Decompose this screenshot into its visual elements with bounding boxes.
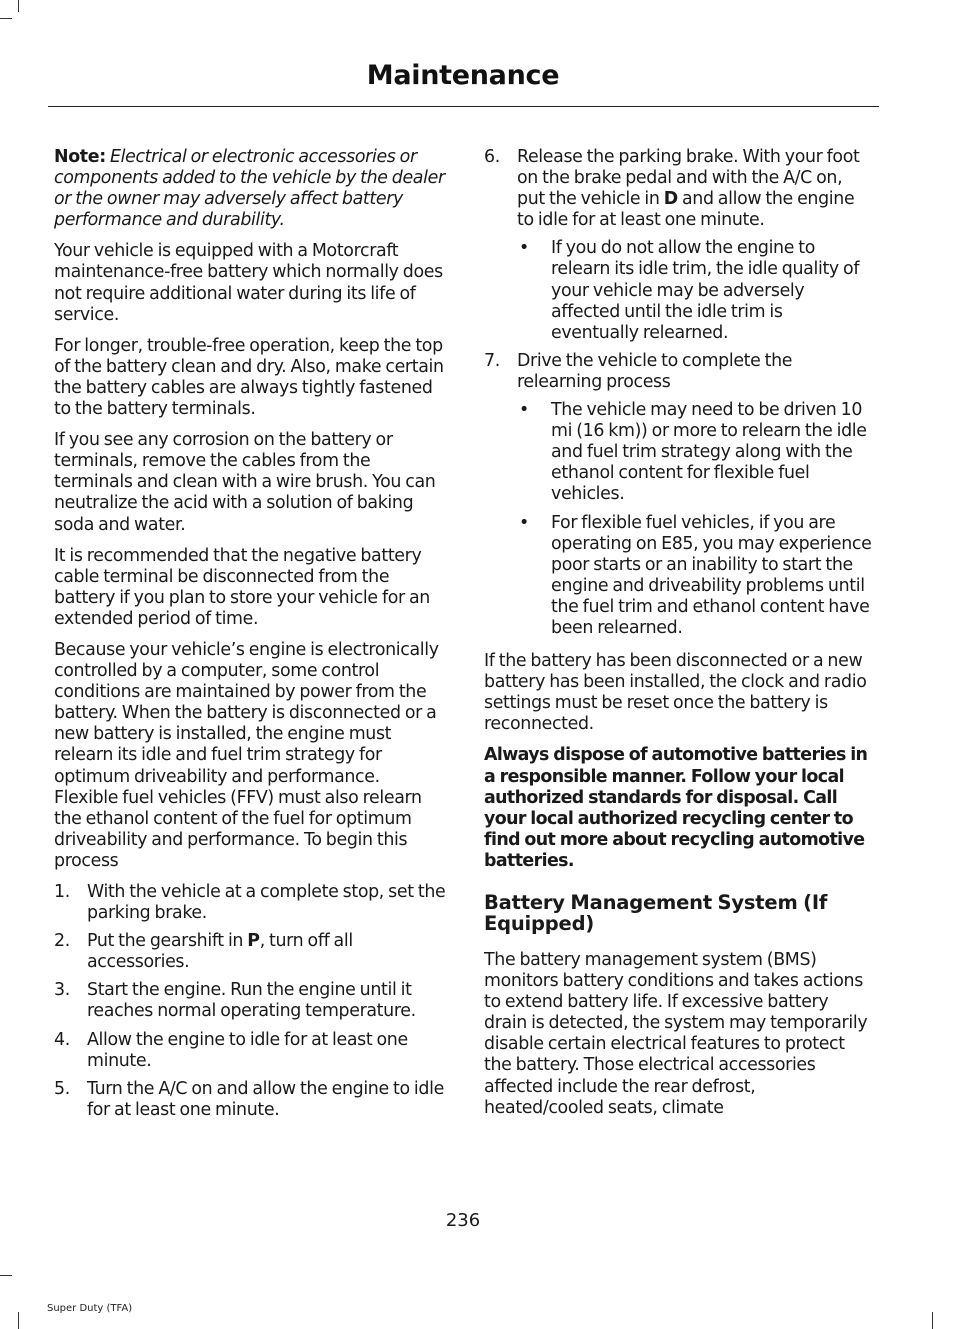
- bullet: •: [519, 238, 529, 259]
- list-item: [484, 351, 874, 393]
- list-item: [54, 1079, 446, 1121]
- crop-mark: [18, 1312, 19, 1329]
- list-item: [54, 931, 446, 973]
- page-number: 236: [445, 1210, 481, 1231]
- list-number: 1.: [54, 882, 70, 902]
- list-text: Release the parking brake. With your foot on the brake pedal and with the A/C on, put the vehicle in: [517, 147, 860, 210]
- paragraph: If you see any corrosion on the battery or terminals, remove the cables from the terminals and clean with a wire brush. You can neutralize the acid with a solution of baking soda and water.: [54, 430, 436, 535]
- list-text: Turn the A/C on and allow the engine to idle for at least one minute.: [87, 1078, 444, 1120]
- crop-mark: [932, 1312, 933, 1329]
- page-title: Maintenance: [366, 60, 560, 91]
- note-text: Electrical or electronic accessories or components added to the vehicle by the dealer or the owner may adversely affect battery performance and durability.: [54, 147, 445, 231]
- list-item: [54, 1030, 446, 1072]
- bullet-text: For flexible fuel vehicles, if you are operating on E85, you may experience poor starts or an inability to start the engine and driveability problems until the fuel trim and ethanol content have been relearned.: [551, 512, 872, 638]
- list-text: Start the engine. Run the engine until it reaches normal operating temperature.: [87, 980, 416, 1022]
- list-number: 2.: [54, 931, 70, 952]
- list-text: Allow the engine to idle for at least one minute.: [87, 1029, 408, 1071]
- title-rule: [48, 106, 879, 107]
- crop-mark: [0, 1275, 12, 1276]
- paragraph: If the battery has been disconnected or a new battery has been installed, the clock and radio settings must be reset once the battery is reconnected.: [484, 651, 867, 735]
- list-text: With the vehicle at a complete stop, set the parking brake.: [87, 882, 446, 924]
- crop-mark: [0, 18, 12, 19]
- bullet-item: [484, 513, 874, 640]
- footer-text: Super Duty (TFA): [47, 1303, 133, 1314]
- list-text: Put the gearshift in: [87, 931, 248, 952]
- bullet-text: If you do not allow the engine to relearn its idle trim, the idle quality of your vehicle may be adversely affected until the idle trim is eventually relearned.: [551, 238, 860, 343]
- list-number: 5.: [54, 1078, 70, 1099]
- list-number: 7.: [484, 350, 500, 371]
- gear-letter: D: [663, 189, 678, 210]
- paragraph: For longer, trouble-free operation, keep the top of the battery clean and dry. Also, make certain the battery cables are always tightly fastened to the battery terminals.: [54, 335, 444, 420]
- paragraph: It is recommended that the negative battery cable terminal be disconnected from the battery if you plan to store your vehicle for an extended period of time.: [54, 545, 430, 629]
- crop-mark: [18, 0, 19, 12]
- bullet: •: [519, 512, 529, 533]
- section-heading: Battery Management System (If Equipped): [484, 891, 828, 935]
- right-column: [484, 147, 874, 1129]
- list-item: [54, 882, 446, 924]
- bullet-text: The vehicle may need to be driven 10 mi (16 km)) or more to relearn the idle and fuel trim strategy along with the ethanol content for flexible fuel vehicles.: [551, 400, 867, 505]
- bullet: •: [519, 400, 529, 421]
- list-item: [54, 980, 446, 1022]
- disposal-warning: Always dispose of automotive batteries in a responsible manner. Follow your local authorized standards for disposal. Call your local authorized recycling center to find out more about recycling automotive batteries.: [484, 745, 868, 871]
- list-text: and allow the engine to idle for at least one minute.: [517, 189, 855, 231]
- bullet-item: [484, 238, 874, 343]
- paragraph: Because your vehicle’s engine is electronically controlled by a computer, some control conditions are maintained by power from the battery. When the battery is disconnected or a new battery is installed, the engine must relearn its idle and fuel trim strategy for optimum driveability and performance. Flexible fuel vehicles (FFV) must also relearn the ethanol content of the fuel for optimum driveability and performance. To begin this process: [54, 639, 439, 871]
- bullet-item: [484, 400, 874, 505]
- paragraph: Your vehicle is equipped with a Motorcraft maintenance-free battery which normally does not require additional water during its life of service.: [54, 241, 443, 325]
- note-label: Note:: [54, 147, 106, 167]
- note-paragraph: [54, 147, 446, 231]
- list-number: 3.: [54, 980, 70, 1001]
- paragraph: The battery management system (BMS) monitors battery conditions and takes actions to extend battery life. If excessive battery drain is detected, the system may temporarily disable certain electrical features to protect the battery. Those electrical accessories affected include the rear defrost, heated/cooled seats, climate: [484, 950, 868, 1118]
- list-number: 6.: [484, 147, 500, 167]
- numbered-list: [54, 882, 446, 1121]
- list-text: Drive the vehicle to complete the relearning process: [517, 350, 793, 392]
- list-item: [484, 147, 874, 231]
- list-number: 4.: [54, 1029, 70, 1050]
- left-column: [54, 147, 446, 1131]
- gear-letter: P: [247, 931, 260, 952]
- list-text: , turn off all accessories.: [87, 931, 353, 973]
